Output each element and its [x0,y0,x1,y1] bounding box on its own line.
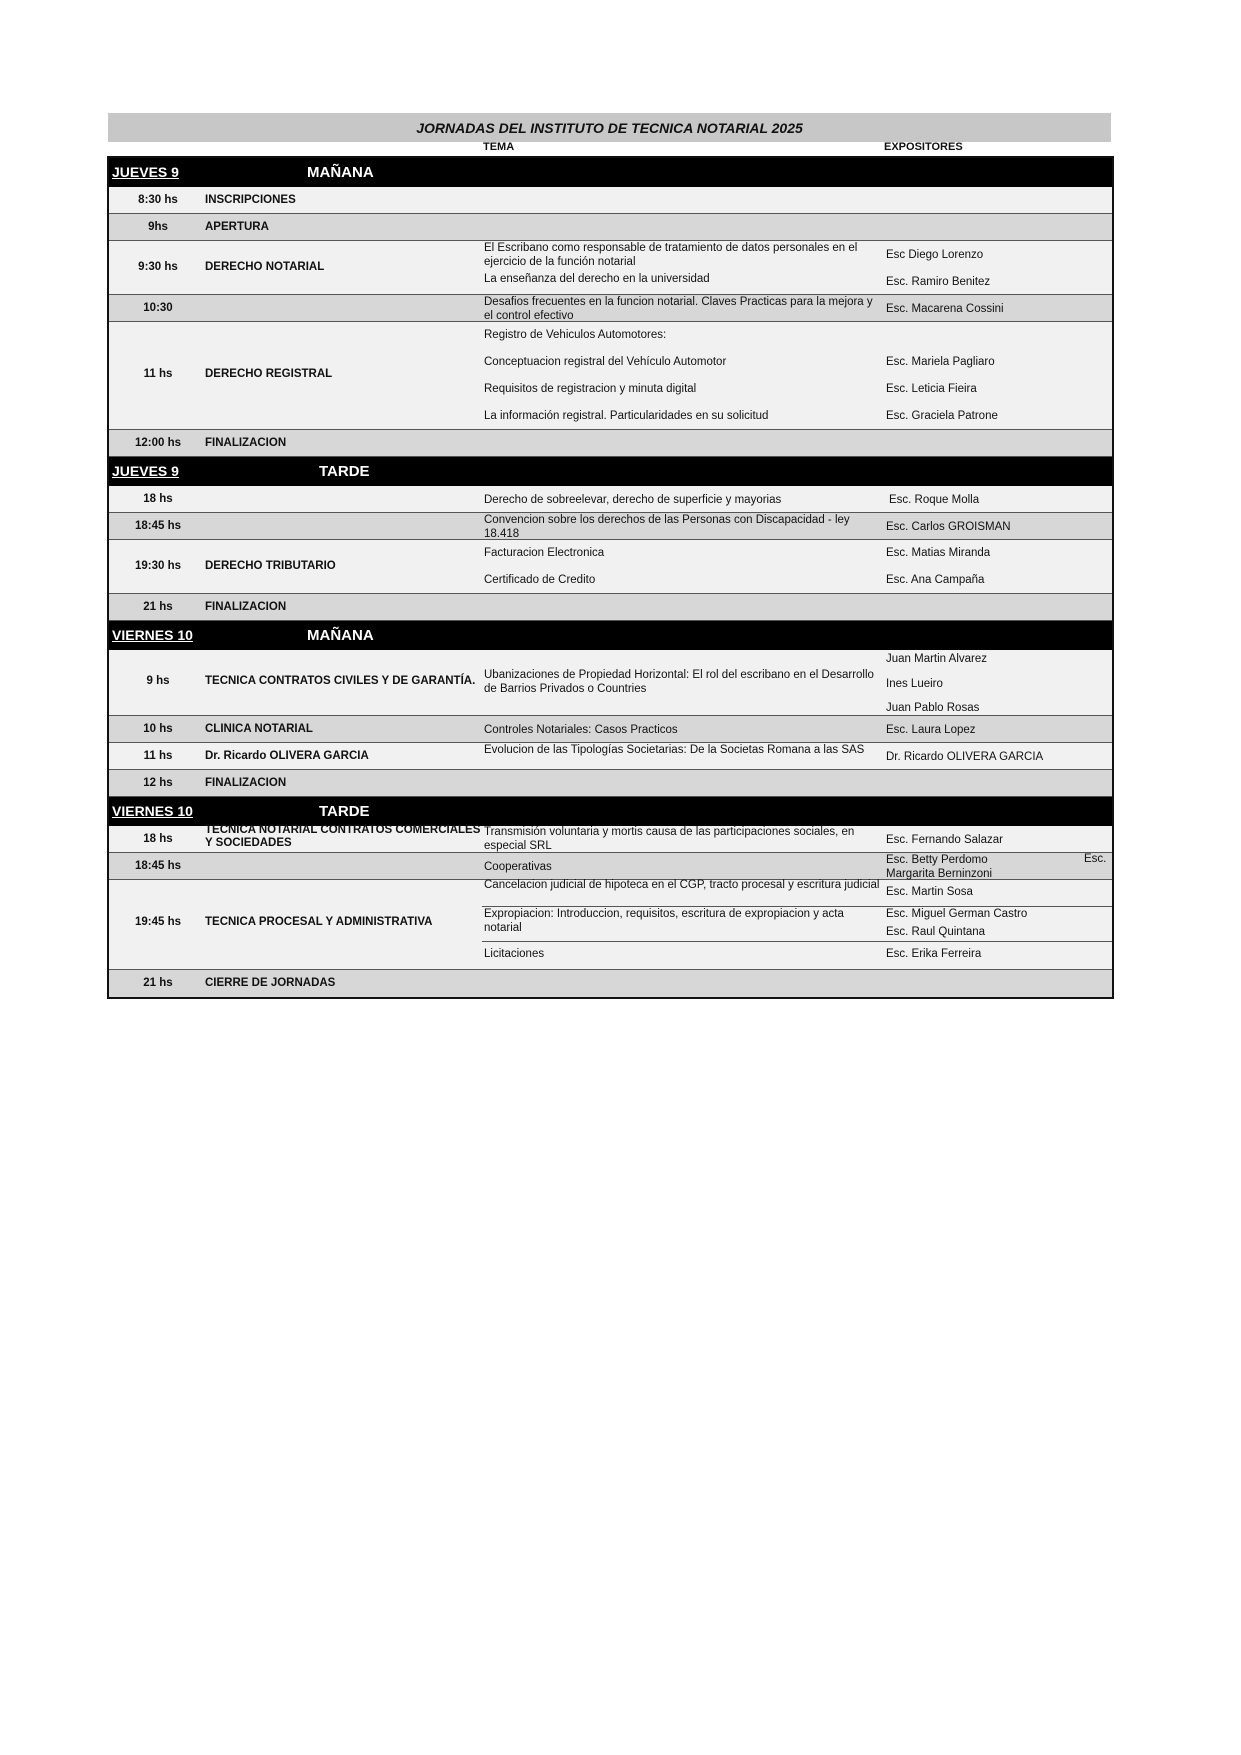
topic-cell: Expropiacion: Introduccion, requisitos, escritura de expropiacion y acta notarial [484,908,844,934]
table-row [109,743,1112,770]
speaker-cell: Esc. Raul Quintana [886,926,986,938]
topic-cell: Licitaciones [484,948,545,960]
section-cell: CLINICA NOTARIAL [205,723,313,735]
section-cell: TECNICA CONTRATOS CIVILES Y DE GARANTÍA. [205,675,476,687]
speaker-cell: Esc. Laura Lopez [886,724,976,736]
section-cell: Dr. Ricardo OLIVERA GARCIA [205,750,369,762]
time-cell: 9:30 hs [138,261,178,273]
time-cell: 9hs [148,221,168,233]
speaker-cell: Esc. Betty Perdomo [886,854,988,866]
table-row [109,486,1112,513]
period-label: TARDE [319,463,370,480]
section-cell: APERTURA [205,221,269,233]
speaker-cell: Esc. Erika Ferreira [886,948,982,960]
table-row [109,540,1112,594]
time-cell: 10:30 [143,302,173,314]
day-label: VIERNES 10 [112,627,193,643]
speaker-cell: Esc Diego Lorenzo [886,249,984,261]
topic-cell: Convencion sobre los derechos de las Personas con Discapacidad - ley 18.418 [484,514,850,540]
speaker-cell: Esc. Miguel German Castro [886,908,1028,920]
speaker-cell: Dr. Ricardo OLIVERA GARCIA [886,751,1044,763]
topic-cell: Derecho de sobreelevar, derecho de superficie y mayorias [484,494,782,506]
time-cell: 8:30 hs [138,194,178,206]
speaker-cell: Esc. Mariela Pagliaro [886,356,995,368]
table-row [109,826,1112,853]
table-row [109,970,1112,997]
section-cell: DERECHO REGISTRAL [205,368,333,380]
speaker-cell: Juan Pablo Rosas [886,702,980,714]
table-row [109,650,1112,716]
document-title: JORNADAS DEL INSTITUTO DE TECNICA NOTARIAL 2025 [108,113,1111,142]
day-label: JUEVES 9 [112,164,179,180]
section-cell: FINALIZACION [205,777,287,789]
table-row [109,594,1112,621]
table-row [109,716,1112,743]
table-row [109,513,1112,540]
table-row [109,241,1112,295]
topic-cell: El Escribano como responsable de tratamiento de datos personales en el ejercicio de la función notarial [484,242,858,268]
time-cell: 10 hs [143,723,173,735]
topic-cell: La información registral. Particularidades en su solicitud [484,410,769,422]
topic-cell: Cooperativas [484,861,552,873]
topic-cell: Facturacion Electronica [484,547,605,559]
day-label: VIERNES 10 [112,803,193,819]
schedule-table [107,156,1114,999]
speaker-cell: Esc. Carlos GROISMAN [886,521,1011,533]
topic-cell: Desafios frecuentes en la funcion notarial. Claves Practicas para la mejora y el control efectivo [484,296,873,322]
section-cell: FINALIZACION [205,437,287,449]
day-header-viernes-tarde [109,797,1112,826]
topic-cell: Requisitos de registracion y minuta digital [484,383,697,395]
speaker-cell: Esc. Graciela Patrone [886,410,998,422]
time-cell: 9 hs [146,675,170,687]
time-cell: 18 hs [143,833,173,845]
time-cell: 19:30 hs [134,560,182,572]
speaker-cell: Esc. Macarena Cossini [886,303,1004,315]
speaker-cell: Ines Lueiro [886,678,943,690]
topic-cell: Cancelacion judicial de hipoteca en el CGP, tracto procesal y escritura judicial [484,879,880,891]
time-cell: 21 hs [143,977,173,989]
speaker-cell: Juan Martin Alvarez [886,653,987,665]
time-cell: 11 hs [143,750,173,762]
speaker-cell: Esc. Ramiro Benitez [886,276,991,288]
topic-cell: La enseñanza del derecho en la universidad [484,273,710,285]
speaker-cell-continuation: Esc. [1084,853,1107,865]
section-cell: CIERRE DE JORNADAS [205,977,336,989]
time-cell: 12:00 hs [134,437,182,449]
table-row [109,295,1112,322]
table-row [109,430,1112,457]
day-header-jueves-manana [109,158,1112,187]
row-divider [482,941,1112,942]
section-cell: TECNICA NOTARIAL CONTRATOS COMERCIALES Y SOCIEDADES [205,824,481,849]
section-cell: TECNICA PROCESAL Y ADMINISTRATIVA [205,916,433,928]
table-row [109,214,1112,241]
time-cell: 18:45 hs [134,860,182,872]
speaker-cell: Esc. Matias Miranda [886,547,991,559]
time-cell: 12 hs [143,777,173,789]
column-header-tema: TEMA [483,141,515,153]
day-header-viernes-manana [109,621,1112,650]
section-cell: DERECHO NOTARIAL [205,261,325,273]
topic-cell: Certificado de Credito [484,574,596,586]
speaker-cell: Margarita Berninzoni [886,868,993,880]
topic-cell: Evolucion de las Tipologías Societarias: De la Societas Romana a las SAS [484,744,865,756]
table-row [109,322,1112,430]
table-row [109,187,1112,214]
section-cell: INSCRIPCIONES [205,194,296,206]
speaker-cell: Esc. Fernando Salazar [886,834,1003,846]
speaker-cell: Esc. Ana Campaña [886,574,985,586]
table-row [109,853,1112,880]
time-cell: 19:45 hs [134,916,182,928]
speaker-cell: Esc. Roque Molla [889,494,980,506]
speaker-cell: Esc. Leticia Fieira [886,383,977,395]
table-row [109,770,1112,797]
time-cell: 18:45 hs [134,520,182,532]
speaker-cell: Esc. Martin Sosa [886,886,973,898]
table-row [109,880,1112,970]
topic-cell: Transmisión voluntaria y mortis causa de las participaciones sociales, en especial SRL [484,826,855,852]
time-cell: 18 hs [143,493,173,505]
period-label: MAÑANA [307,627,374,644]
time-cell: 11 hs [143,368,173,380]
period-label: MAÑANA [307,164,374,181]
period-label: TARDE [319,803,370,820]
section-cell: FINALIZACION [205,601,287,613]
day-label: JUEVES 9 [112,463,179,479]
section-cell: DERECHO TRIBUTARIO [205,560,336,572]
topic-cell: Conceptuacion registral del Vehículo Automotor [484,356,727,368]
column-header-expositores: EXPOSITORES [884,141,963,153]
day-header-jueves-tarde [109,457,1112,486]
topic-cell: Registro de Vehiculos Automotores: [484,329,667,341]
topic-cell: Ubanizaciones de Propiedad Horizontal: El rol del escribano en el Desarrollo de Barrios Privados o Countries [484,669,874,695]
time-cell: 21 hs [143,601,173,613]
topic-cell: Controles Notariales: Casos Practicos [484,724,678,736]
